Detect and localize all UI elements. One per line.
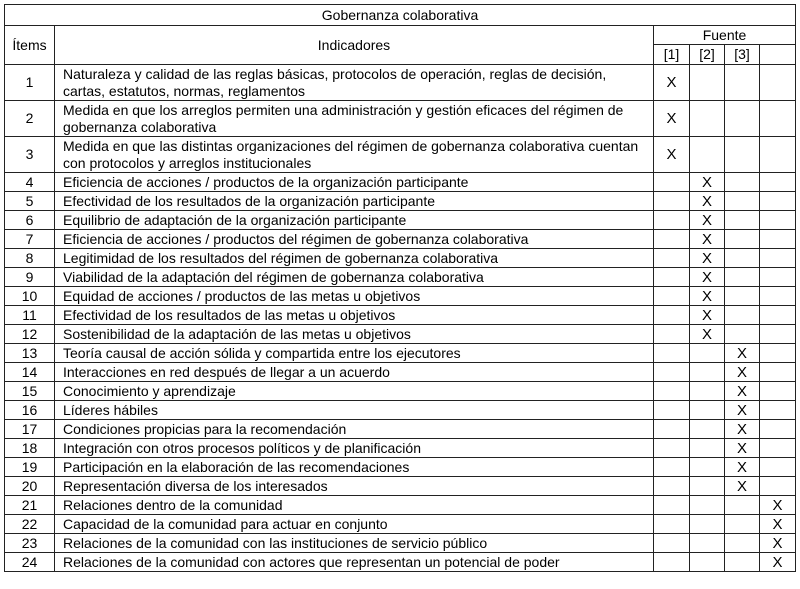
item-number: 20 bbox=[5, 477, 55, 496]
source-2-cell bbox=[690, 363, 725, 382]
source-3-cell: X bbox=[725, 477, 760, 496]
source-3-cell bbox=[725, 496, 760, 515]
item-number: 10 bbox=[5, 287, 55, 306]
indicator-text: Capacidad de la comunidad para actuar en conjunto bbox=[55, 515, 654, 534]
source-4-cell bbox=[760, 287, 796, 306]
table-row bbox=[5, 306, 796, 325]
source-4-cell bbox=[760, 439, 796, 458]
table-row bbox=[5, 230, 796, 249]
source-4-cell bbox=[760, 344, 796, 363]
source-1-cell bbox=[654, 382, 690, 401]
source-1-cell: X bbox=[654, 101, 690, 137]
source-1-cell bbox=[654, 325, 690, 344]
table-row bbox=[5, 192, 796, 211]
table-row bbox=[5, 477, 796, 496]
table-row bbox=[5, 268, 796, 287]
table-row bbox=[5, 249, 796, 268]
item-number: 12 bbox=[5, 325, 55, 344]
governance-table bbox=[4, 4, 796, 572]
item-number: 17 bbox=[5, 420, 55, 439]
item-number: 4 bbox=[5, 173, 55, 192]
source-1-cell bbox=[654, 344, 690, 363]
source-2-cell: X bbox=[690, 306, 725, 325]
item-number: 16 bbox=[5, 401, 55, 420]
source-2-cell bbox=[690, 515, 725, 534]
indicators-column-header: Indicadores bbox=[55, 26, 654, 65]
source-2-cell: X bbox=[690, 211, 725, 230]
table-row bbox=[5, 401, 796, 420]
source-1-cell bbox=[654, 306, 690, 325]
source-3-cell bbox=[725, 101, 760, 137]
table-row bbox=[5, 458, 796, 477]
indicator-text: Equidad de acciones / productos de las metas u objetivos bbox=[55, 287, 654, 306]
table-row bbox=[5, 363, 796, 382]
table-row bbox=[5, 101, 796, 137]
source-3-cell bbox=[725, 325, 760, 344]
indicator-text: Efectividad de los resultados de la organización participante bbox=[55, 192, 654, 211]
indicator-text: Condiciones propicias para la recomendación bbox=[55, 420, 654, 439]
source-4-cell bbox=[760, 420, 796, 439]
source-4-cell: X bbox=[760, 534, 796, 553]
source-3-cell: X bbox=[725, 420, 760, 439]
indicator-text: Eficiencia de acciones / productos de la organización participante bbox=[55, 173, 654, 192]
item-number: 11 bbox=[5, 306, 55, 325]
source-2-cell bbox=[690, 382, 725, 401]
source-1-cell: X bbox=[654, 65, 690, 101]
source-4-cell bbox=[760, 268, 796, 287]
item-number: 6 bbox=[5, 211, 55, 230]
item-number: 23 bbox=[5, 534, 55, 553]
source-1-cell bbox=[654, 287, 690, 306]
source-2-cell bbox=[690, 137, 725, 173]
table-row bbox=[5, 325, 796, 344]
source-column-header: Fuente bbox=[654, 26, 796, 45]
table-row bbox=[5, 515, 796, 534]
source-2-cell: X bbox=[690, 268, 725, 287]
source-1-cell bbox=[654, 496, 690, 515]
source-3-cell: X bbox=[725, 458, 760, 477]
indicator-text: Relaciones dentro de la comunidad bbox=[55, 496, 654, 515]
table-row bbox=[5, 553, 796, 572]
item-number: 21 bbox=[5, 496, 55, 515]
indicator-text: Integración con otros procesos políticos y de planificación bbox=[55, 439, 654, 458]
source-4-cell bbox=[760, 230, 796, 249]
source-3-cell bbox=[725, 534, 760, 553]
indicator-text: Relaciones de la comunidad con las instituciones de servicio público bbox=[55, 534, 654, 553]
source-4-cell bbox=[760, 173, 796, 192]
source-2-cell bbox=[690, 344, 725, 363]
source-3-cell: X bbox=[725, 382, 760, 401]
item-number: 18 bbox=[5, 439, 55, 458]
source-4-cell bbox=[760, 363, 796, 382]
source-3-cell bbox=[725, 173, 760, 192]
source-4-cell bbox=[760, 458, 796, 477]
indicator-text: Representación diversa de los interesados bbox=[55, 477, 654, 496]
source-1-cell bbox=[654, 211, 690, 230]
source-2-cell: X bbox=[690, 325, 725, 344]
indicator-text: Líderes hábiles bbox=[55, 401, 654, 420]
item-number: 8 bbox=[5, 249, 55, 268]
item-number: 13 bbox=[5, 344, 55, 363]
source-1-cell bbox=[654, 477, 690, 496]
item-number: 9 bbox=[5, 268, 55, 287]
indicator-text: Naturaleza y calidad de las reglas básicas, protocolos de operación, reglas de decisión, cartas, estatutos, normas, reglamentos bbox=[55, 65, 654, 101]
source-2-cell bbox=[690, 477, 725, 496]
indicator-text: Participación en la elaboración de las recomendaciones bbox=[55, 458, 654, 477]
source-1-cell bbox=[654, 230, 690, 249]
item-number: 5 bbox=[5, 192, 55, 211]
indicator-text: Viabilidad de la adaptación del régimen de gobernanza colaborativa bbox=[55, 268, 654, 287]
source-1-cell bbox=[654, 534, 690, 553]
source-2-cell bbox=[690, 401, 725, 420]
source-1-cell bbox=[654, 363, 690, 382]
item-number: 14 bbox=[5, 363, 55, 382]
indicator-text: Legitimidad de los resultados del régimen de gobernanza colaborativa bbox=[55, 249, 654, 268]
table-row bbox=[5, 65, 796, 101]
source-1-cell bbox=[654, 420, 690, 439]
source-1-cell bbox=[654, 249, 690, 268]
source-3-cell bbox=[725, 515, 760, 534]
item-number: 19 bbox=[5, 458, 55, 477]
source-2-cell: X bbox=[690, 287, 725, 306]
source-2-cell: X bbox=[690, 173, 725, 192]
source-3-cell: X bbox=[725, 439, 760, 458]
source-4-cell: X bbox=[760, 496, 796, 515]
source-2-cell bbox=[690, 420, 725, 439]
table-row bbox=[5, 344, 796, 363]
source-3-cell bbox=[725, 137, 760, 173]
source-4-cell: X bbox=[760, 553, 796, 572]
indicator-text: Interacciones en red después de llegar a un acuerdo bbox=[55, 363, 654, 382]
source-header-3: [3] bbox=[725, 45, 760, 65]
source-2-cell bbox=[690, 553, 725, 572]
source-4-cell bbox=[760, 249, 796, 268]
source-2-cell bbox=[690, 458, 725, 477]
source-1-cell bbox=[654, 439, 690, 458]
source-3-cell bbox=[725, 192, 760, 211]
source-3-cell bbox=[725, 211, 760, 230]
indicator-text: Conocimiento y aprendizaje bbox=[55, 382, 654, 401]
source-header-4 bbox=[760, 45, 796, 65]
indicator-text: Medida en que las distintas organizaciones del régimen de gobernanza colaborativa cuentan con protocolos y arreglos institucionales bbox=[55, 137, 654, 173]
source-1-cell bbox=[654, 401, 690, 420]
table-row bbox=[5, 173, 796, 192]
item-number: 7 bbox=[5, 230, 55, 249]
source-4-cell bbox=[760, 306, 796, 325]
item-number: 24 bbox=[5, 553, 55, 572]
indicator-text: Teoría causal de acción sólida y compartida entre los ejecutores bbox=[55, 344, 654, 363]
indicator-text: Eficiencia de acciones / productos del régimen de gobernanza colaborativa bbox=[55, 230, 654, 249]
source-3-cell bbox=[725, 230, 760, 249]
table-row bbox=[5, 137, 796, 173]
indicator-text: Sostenibilidad de la adaptación de las metas u objetivos bbox=[55, 325, 654, 344]
table-row bbox=[5, 496, 796, 515]
source-3-cell bbox=[725, 249, 760, 268]
table-title: Gobernanza colaborativa bbox=[5, 5, 796, 26]
source-1-cell bbox=[654, 515, 690, 534]
source-4-cell bbox=[760, 211, 796, 230]
source-header-2: [2] bbox=[690, 45, 725, 65]
source-3-cell bbox=[725, 65, 760, 101]
source-1-cell bbox=[654, 173, 690, 192]
source-1-cell bbox=[654, 553, 690, 572]
item-number: 3 bbox=[5, 137, 55, 173]
items-column-header: Ítems bbox=[5, 26, 55, 65]
source-2-cell: X bbox=[690, 192, 725, 211]
table-row bbox=[5, 211, 796, 230]
source-2-cell bbox=[690, 101, 725, 137]
source-2-cell: X bbox=[690, 249, 725, 268]
source-2-cell bbox=[690, 65, 725, 101]
source-4-cell bbox=[760, 101, 796, 137]
indicator-text: Equilibrio de adaptación de la organización participante bbox=[55, 211, 654, 230]
source-3-cell: X bbox=[725, 401, 760, 420]
indicator-text: Medida en que los arreglos permiten una administración y gestión eficaces del régimen de gobernanza colaborativa bbox=[55, 101, 654, 137]
source-2-cell bbox=[690, 534, 725, 553]
source-3-cell bbox=[725, 287, 760, 306]
source-4-cell bbox=[760, 65, 796, 101]
source-4-cell bbox=[760, 382, 796, 401]
item-number: 15 bbox=[5, 382, 55, 401]
source-3-cell: X bbox=[725, 344, 760, 363]
source-4-cell bbox=[760, 137, 796, 173]
source-4-cell bbox=[760, 192, 796, 211]
source-2-cell bbox=[690, 439, 725, 458]
source-3-cell bbox=[725, 553, 760, 572]
table-row bbox=[5, 534, 796, 553]
item-number: 2 bbox=[5, 101, 55, 137]
source-3-cell bbox=[725, 268, 760, 287]
source-4-cell: X bbox=[760, 515, 796, 534]
source-1-cell: X bbox=[654, 137, 690, 173]
indicator-text: Relaciones de la comunidad con actores que representan un potencial de poder bbox=[55, 553, 654, 572]
table-row bbox=[5, 382, 796, 401]
source-1-cell bbox=[654, 268, 690, 287]
indicator-text: Efectividad de los resultados de las metas u objetivos bbox=[55, 306, 654, 325]
item-number: 22 bbox=[5, 515, 55, 534]
source-header-1: [1] bbox=[654, 45, 690, 65]
table-row bbox=[5, 287, 796, 306]
source-2-cell bbox=[690, 496, 725, 515]
source-4-cell bbox=[760, 325, 796, 344]
source-4-cell bbox=[760, 401, 796, 420]
table-row bbox=[5, 439, 796, 458]
item-number: 1 bbox=[5, 65, 55, 101]
source-1-cell bbox=[654, 192, 690, 211]
table-row bbox=[5, 420, 796, 439]
source-2-cell: X bbox=[690, 230, 725, 249]
source-3-cell: X bbox=[725, 363, 760, 382]
source-3-cell bbox=[725, 306, 760, 325]
source-4-cell bbox=[760, 477, 796, 496]
source-1-cell bbox=[654, 458, 690, 477]
